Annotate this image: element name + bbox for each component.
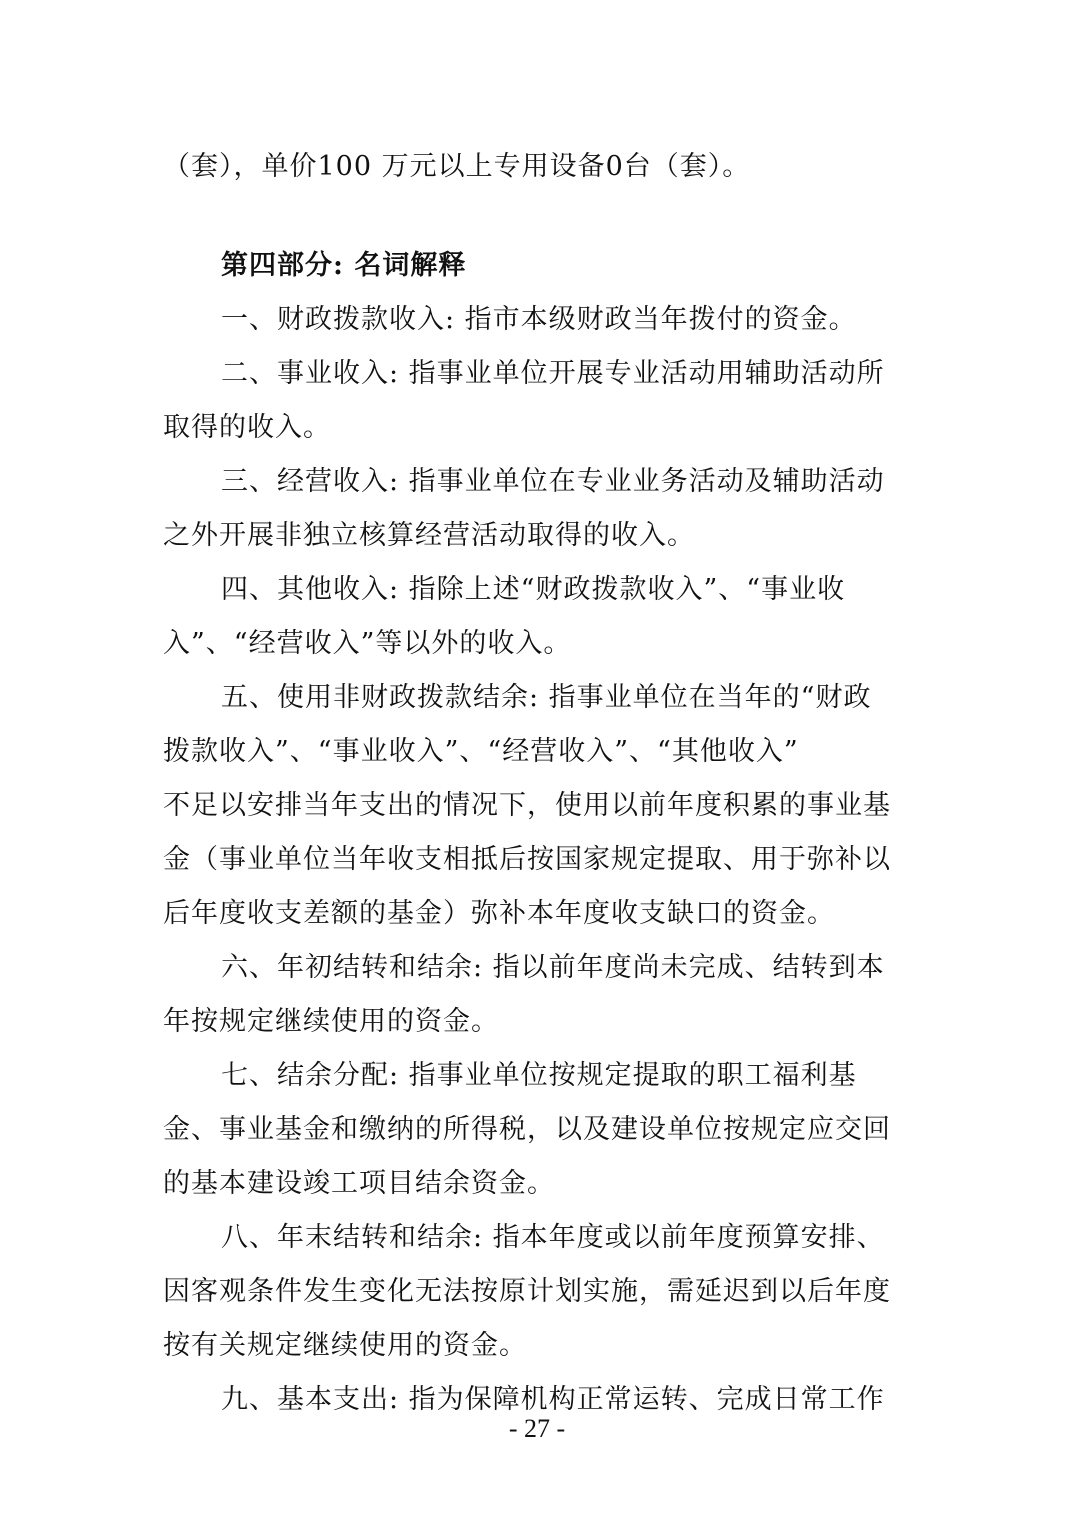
definition-6-line-1: 六、年初结转和结余: 指以前年度尚未完成、结转到本 [221,952,885,983]
definition-3-line-1: 三、经营收入: 指事业单位在专业业务活动及辅助活动 [221,466,885,497]
definition-4-line-2: 入”、“经营收入”等以外的收入。 [163,628,572,659]
definition-8-line-2: 因客观条件发生变化无法按原计划实施，需延迟到以后年度 [163,1276,891,1307]
definition-5-line-2: 拨款收入”、“事业收入”、“经营收入”、“其他收入” [163,736,799,767]
definition-8-line-3: 按有关规定继续使用的资金。 [163,1330,527,1361]
section-heading: 第四部分: 名词解释 [221,250,467,281]
definition-2-line-1: 二、事业收入: 指事业单位开展专业活动用辅助活动所 [221,358,885,389]
definition-1-line-1: 一、财政拨款收入: 指市本级财政当年拨付的资金。 [221,304,857,335]
page-number: - 27 - [508,1414,566,1443]
definition-9-line-1: 九、基本支出: 指为保障机构正常运转、完成日常工作 [221,1384,885,1415]
text-line-continuation: （套），单价100 万元以上专用设备0台（套）。 [163,151,751,182]
definition-5-line-5: 后年度收支差额的基金）弥补本年度收支缺口的资金。 [163,898,835,929]
definition-5-line-4: 金（事业单位当年收支相抵后按国家规定提取、用于弥补以 [163,844,891,875]
definition-3-line-2: 之外开展非独立核算经营活动取得的收入。 [163,520,695,551]
definition-6-line-2: 年按规定继续使用的资金。 [163,1006,499,1037]
definition-4-line-1: 四、其他收入: 指除上述“财政拨款收入”、“事业收 [221,574,846,605]
definition-7-line-2: 金、事业基金和缴纳的所得税，以及建设单位按规定应交回 [163,1114,891,1145]
document-body [163,140,918,1427]
definition-5-line-3: 不足以安排当年支出的情况下，使用以前年度积累的事业基 [163,790,891,821]
definition-8-line-1: 八、年末结转和结余: 指本年度或以前年度预算安排、 [221,1222,885,1253]
definition-7-line-1: 七、结余分配: 指事业单位按规定提取的职工福利基 [221,1060,857,1091]
definition-2-line-2: 取得的收入。 [163,412,331,443]
definition-7-line-3: 的基本建设竣工项目结余资金。 [163,1168,555,1199]
definition-5-line-1: 五、使用非财政拨款结余: 指事业单位在当年的“财政 [221,682,872,713]
